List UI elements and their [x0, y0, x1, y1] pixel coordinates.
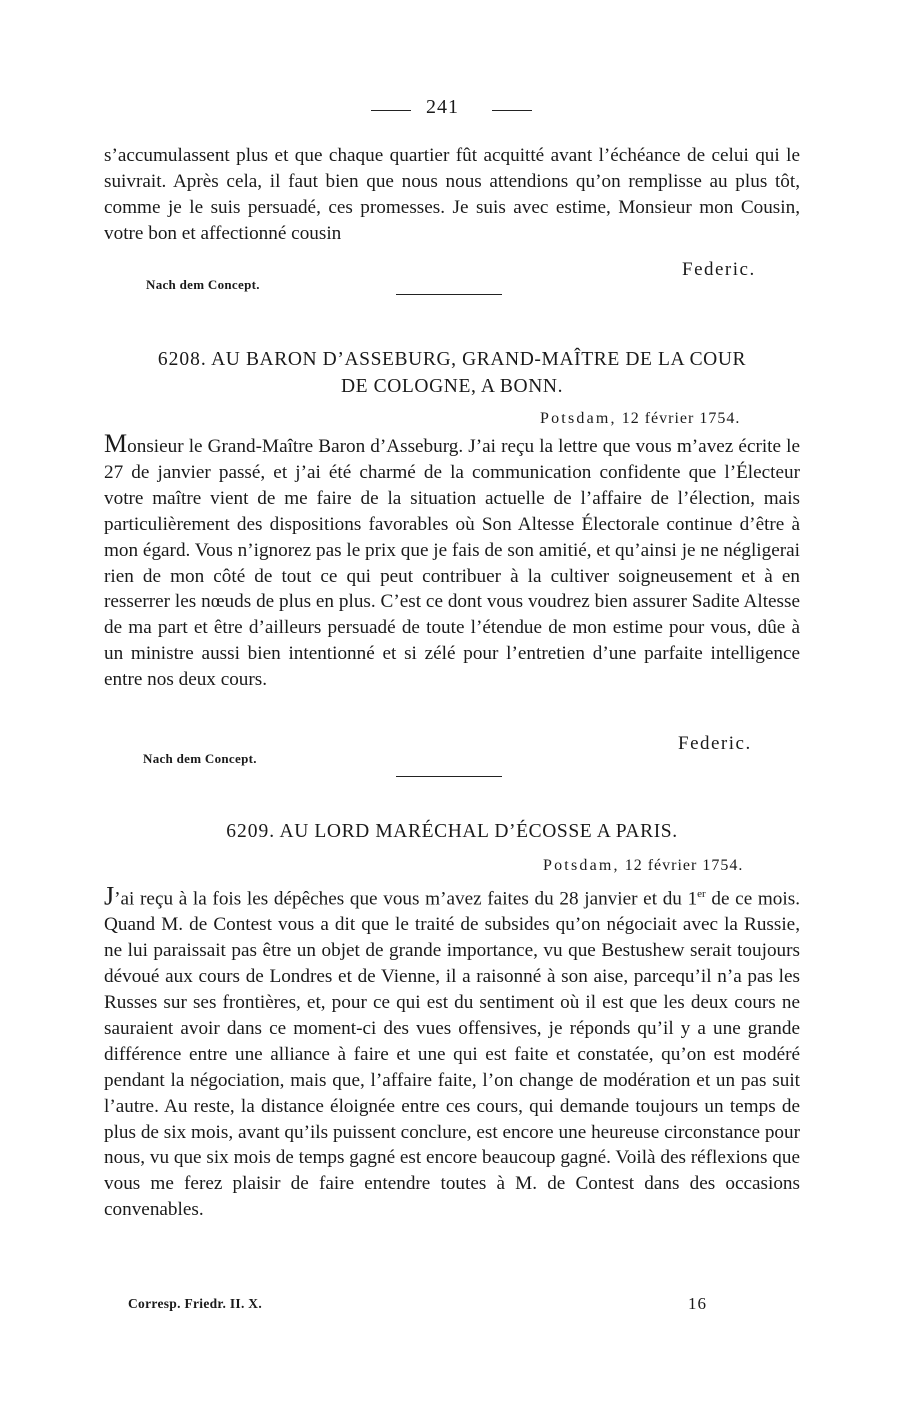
separator-rule-2	[396, 776, 502, 777]
letter-6208-title-text: AU BARON D’ASSEBURG, GRAND-MAÎTRE DE LA COUR	[211, 349, 747, 370]
letter-6209-body	[104, 882, 800, 1223]
letter-6208-body	[104, 429, 800, 693]
letter-6209-body-part1: ’ai reçu à la fois les dépêches que vous m’avez faites du 28 janvier et du 1	[114, 888, 698, 910]
intro-text: s’accumulassent plus et que chaque quartier fût acquitté avant l’échéance de celui qui le suivrait. Après cela, il faut bien que nous nous attendions qu’on remplisse au plus tôt, comme je le suis persuadé, ces promesses. Je suis avec estime, Monsieur mon Cousin, votre bon et affectionné cousin	[104, 145, 800, 244]
footer-source: Corresp. Friedr. II. X.	[128, 1296, 263, 1311]
footer-signature-mark: 16	[688, 1294, 707, 1313]
letter-6208-body-text: onsieur le Grand-Maître Baron d’Asseburg. J’ai reçu la lettre que vous m’avez écrite le 27 de janvier passé, et j’ai été charmé de la communication confidente que l’Électeur votre maître vient de me faire de la situation actuelle de l’affaire de l’élection, mais particulièrement des dispositions favorables où Son Altesse Électorale continue d’être à mon égard. Vous n’ignorez pas le prix que je fais de son amitié, et qu’ainsi je ne négligerai rien de mon côté de tout ce qui peut contribuer à la cultiver soigneusement et à en resserrer les nœuds de plus en plus. C’est ce dont vous voudrez bien assurer Sadite Altesse de ma part et être d’ailleurs persuadé de toute l’étendue de mon estime pour vous, dûe à un ministre aussi bien intentionné et si zélé pour l’entretien d’une parfaite intelligence entre nos deux cours.	[104, 436, 800, 691]
letter-6208-place: Potsdam,	[540, 410, 617, 427]
letter-6209-initial: J	[104, 881, 115, 911]
letter-6208-source-note: Nach dem Concept.	[143, 751, 257, 766]
letter-6208-heading	[104, 346, 800, 400]
letter-6209-place: Potsdam,	[543, 857, 620, 874]
page-header	[0, 96, 900, 126]
letter-6208-title-line1	[104, 346, 800, 373]
letter-6209-heading	[104, 818, 800, 845]
separator-rule-1	[396, 294, 502, 295]
letter-6208-date: 12 février 1754.	[621, 410, 741, 427]
letter-6208-dateline	[540, 410, 740, 428]
letter-6208-initial: M	[104, 429, 128, 458]
letter-6209-date: 12 février 1754.	[624, 857, 744, 874]
letter-6209-body-part2: de ce mois. Quand M. de Contest vous a dit que le traité de subsides qu’on négociait avec la Russie, ne lui paraissait pas être un objet de grande importance, vu que Bestushew serait toujours dévoué aux cours de Londres et de Vienne, il a raisonné à son aise, parcequ’il n’a pas les Russes sur ses frontières, et, pour ce qui est du sentiment où il est que les deux cours ne sauraient avoir dans ce moment-ci des vues offensives, je réponds qu’il y a une grande différence entre une alliance à faire et une qui est faite et constatée, qu’on est modéré pendant la négociation, mais que, l’affaire faite, l’on change de modération et un pas suit l’autre. Au reste, la distance éloignée entre ces cours, qui demande toujours un temps de plus de six mois, avant qu’ils puissent conclure, est encore une heureuse circonstance pour nous, vu que six mois de temps gagné est encore beaucoup gagné. Voilà des réflexions que vous me ferez plaisir de faire entendre toutes à M. de Contest dans des occasions convenables.	[104, 888, 800, 1221]
letter-6208-signature: Federic.	[678, 733, 752, 754]
letter-6208-number: 6208.	[157, 349, 207, 370]
letter-6209-superscript: er	[697, 888, 706, 900]
letter-6208-title-line2: DE COLOGNE, A BONN.	[340, 376, 564, 397]
letter-6209-number: 6209.	[226, 821, 276, 842]
intro-paragraph	[104, 143, 800, 247]
header-rule-right	[492, 110, 532, 111]
intro-signature: Federic.	[682, 259, 756, 280]
letter-6209-title: AU LORD MARÉCHAL D’ÉCOSSE A PARIS.	[279, 821, 678, 842]
intro-source-note: Nach dem Concept.	[146, 277, 260, 292]
page-number: 241	[426, 96, 459, 118]
header-rule-left	[371, 110, 411, 111]
letter-6209-dateline	[543, 857, 743, 875]
